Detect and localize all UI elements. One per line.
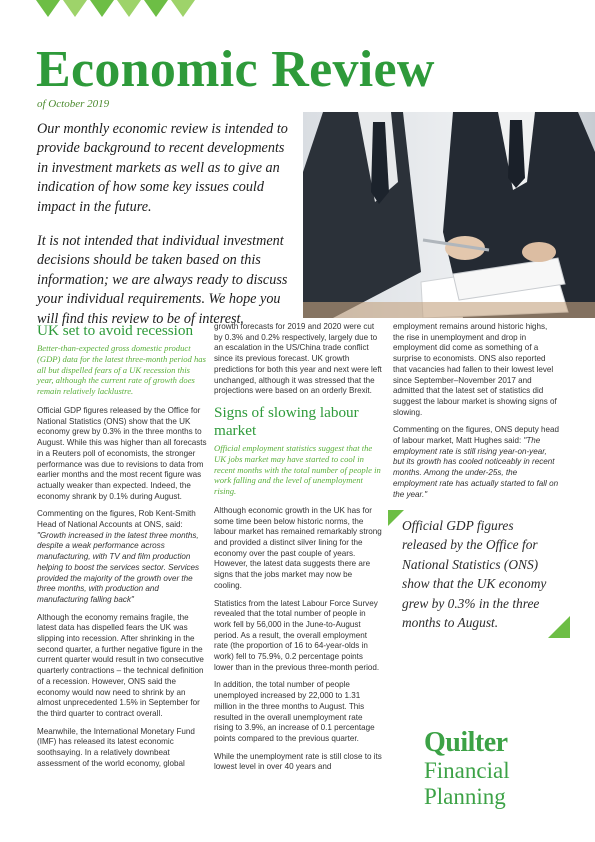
body-paragraph: In addition, the total number of people unemployed increased by 22,000 to 1.31 million in the three months to August. This resulted in the overall unemployment rate rising to 3.9%, an increase of 0.1 percentage points compared to the previous quarter.	[214, 680, 375, 743]
section-lede: Better-than-expected gross domestic product (GDP) data for the latest three-month period has all but dispelled fears of a UK recession this year, although the current rate of growth does remain relatively lacklustre.	[37, 343, 206, 397]
pull-quote	[388, 510, 570, 638]
intro-paragraph: It is not intended that individual investment decisions should be taken based on this information; we are always ready to discuss your individual requirements. We hope you will find this review to be of interest.	[37, 233, 288, 327]
triangle-decoration	[63, 0, 87, 17]
triangle-decoration	[171, 0, 195, 17]
column-3	[393, 322, 560, 507]
body-paragraph: Meanwhile, the International Monetary Fund (IMF) has released its latest economic soothsaying. In a relatively downbeat assessment of the world economy, global	[37, 726, 195, 768]
triangle-decoration	[144, 0, 168, 17]
logo-line: Quilter	[424, 727, 508, 758]
body-paragraph: employment remains around historic highs, the rise in unemployment and drop in employment did come as something of a surprise to economists. ONS also reported that vacancies had fallen to their lowest level since September–November 2017 and admitted that the latest set of statistics did suggest the labour market is showing signs of slowing.	[393, 322, 557, 417]
body-paragraph: Official GDP figures released by the Office for National Statistics (ONS) show that the UK economy grew by 0.3% in the three months to August. While this was higher than all forecasts in a Reuters poll of economists, the stronger performance was due to revisions to data from earlier months and the most recent figure was actually weaker than expected. Indeed, the economy shrank by 0.1% during August.	[37, 405, 207, 501]
triangle-decoration	[117, 0, 141, 17]
section-heading: Signs of slowing labour market	[214, 403, 359, 439]
body-paragraph: growth forecasts for 2019 and 2020 were cut by 0.3% and 0.2% respectively, largely due to an escalation in the US/China trade conflict since its previous forecast. UK growth predictions for both this year and next were left unchanged, although it was stressed that the projections were based on an orderly Brexit.	[214, 322, 382, 396]
quote-intro: Commenting on the figures, Rob Kent-Smith Head of National Accounts at ONS, said:	[37, 509, 196, 530]
quote-intro: Commenting on the figures, ONS deputy head of labour market, Matt Hughes said:	[393, 425, 560, 446]
quote-text: "Growth increased in the latest three months, despite a weak performance across manufacturing, with TV and film production helping to boost the services sector. Services provided the majority of the growth over the three months, with production and manufacturing falling back"	[37, 530, 200, 604]
quilter-logo	[424, 728, 510, 810]
body-paragraph: While the unemployment rate is still close to its lowest level in over 40 years and	[214, 751, 382, 772]
body-paragraph: Statistics from the latest Labour Force Survey revealed that the total number of people in work fell by 56,000 in the June-to-August period. As a result, the overall employment rate (the proportion of 16 to 64-year-olds in work) fell to 75.9%, 0.2 percentage points lower than in the previous three-month period.	[214, 598, 380, 672]
section-lede: Official employment statistics suggest that the UK jobs market may have started to cool in recent months with the total number of people in work falling and the level of unemployment rising.	[214, 442, 381, 497]
logo-line: Financial	[424, 758, 510, 783]
column-2	[214, 322, 382, 780]
triangle-decoration	[90, 0, 114, 17]
intro	[37, 120, 292, 344]
body-paragraph	[393, 425, 560, 500]
intro-paragraph: Our monthly economic review is intended to provide background to recent developments in investment markets as well as to give an indication of how some key issues could impact in the future.	[37, 121, 288, 215]
pull-quote-text: Official GDP figures released by the Office for National Statistics (ONS) show that the UK economy grew by 0.3% in the three months to August.	[402, 518, 547, 631]
column-1	[37, 322, 207, 776]
decorative-triangles	[36, 0, 195, 17]
body-paragraph: Although the economy remains fragile, the latest data has dispelled fears the UK was slipping into recession. After shrinking in the second quarter, a further negative figure in the current quarter would result in two consecutive quarterly contractions – the technical definition of a recession. However, ONS said the economy would now need to shrink by an almost unprecedented 1.5% in September for the third quarter to contract overall.	[37, 612, 204, 718]
issue-date: of October 2019	[37, 98, 110, 110]
logo-line: Planning	[424, 784, 506, 809]
business-meeting-photo	[303, 112, 595, 318]
body-paragraph	[37, 509, 207, 605]
quote-text: "The employment rate is still rising year-on-year, but its growth has cooled noticeably in recent months. Among the under-25s, the employment rate has actually started to fall on the year."	[393, 436, 559, 499]
triangle-decoration	[36, 0, 60, 17]
body-paragraph: Although economic growth in the UK has for some time been below historic norms, the labour market has remained remarkably strong and provided a distinct silver lining for the economy over the past couple of years. However, the latest data suggests there are signs that the jobs market may now be cooling.	[214, 505, 382, 590]
page-title: Economic Review	[36, 41, 435, 98]
section-heading: UK set to avoid recession	[37, 322, 194, 339]
